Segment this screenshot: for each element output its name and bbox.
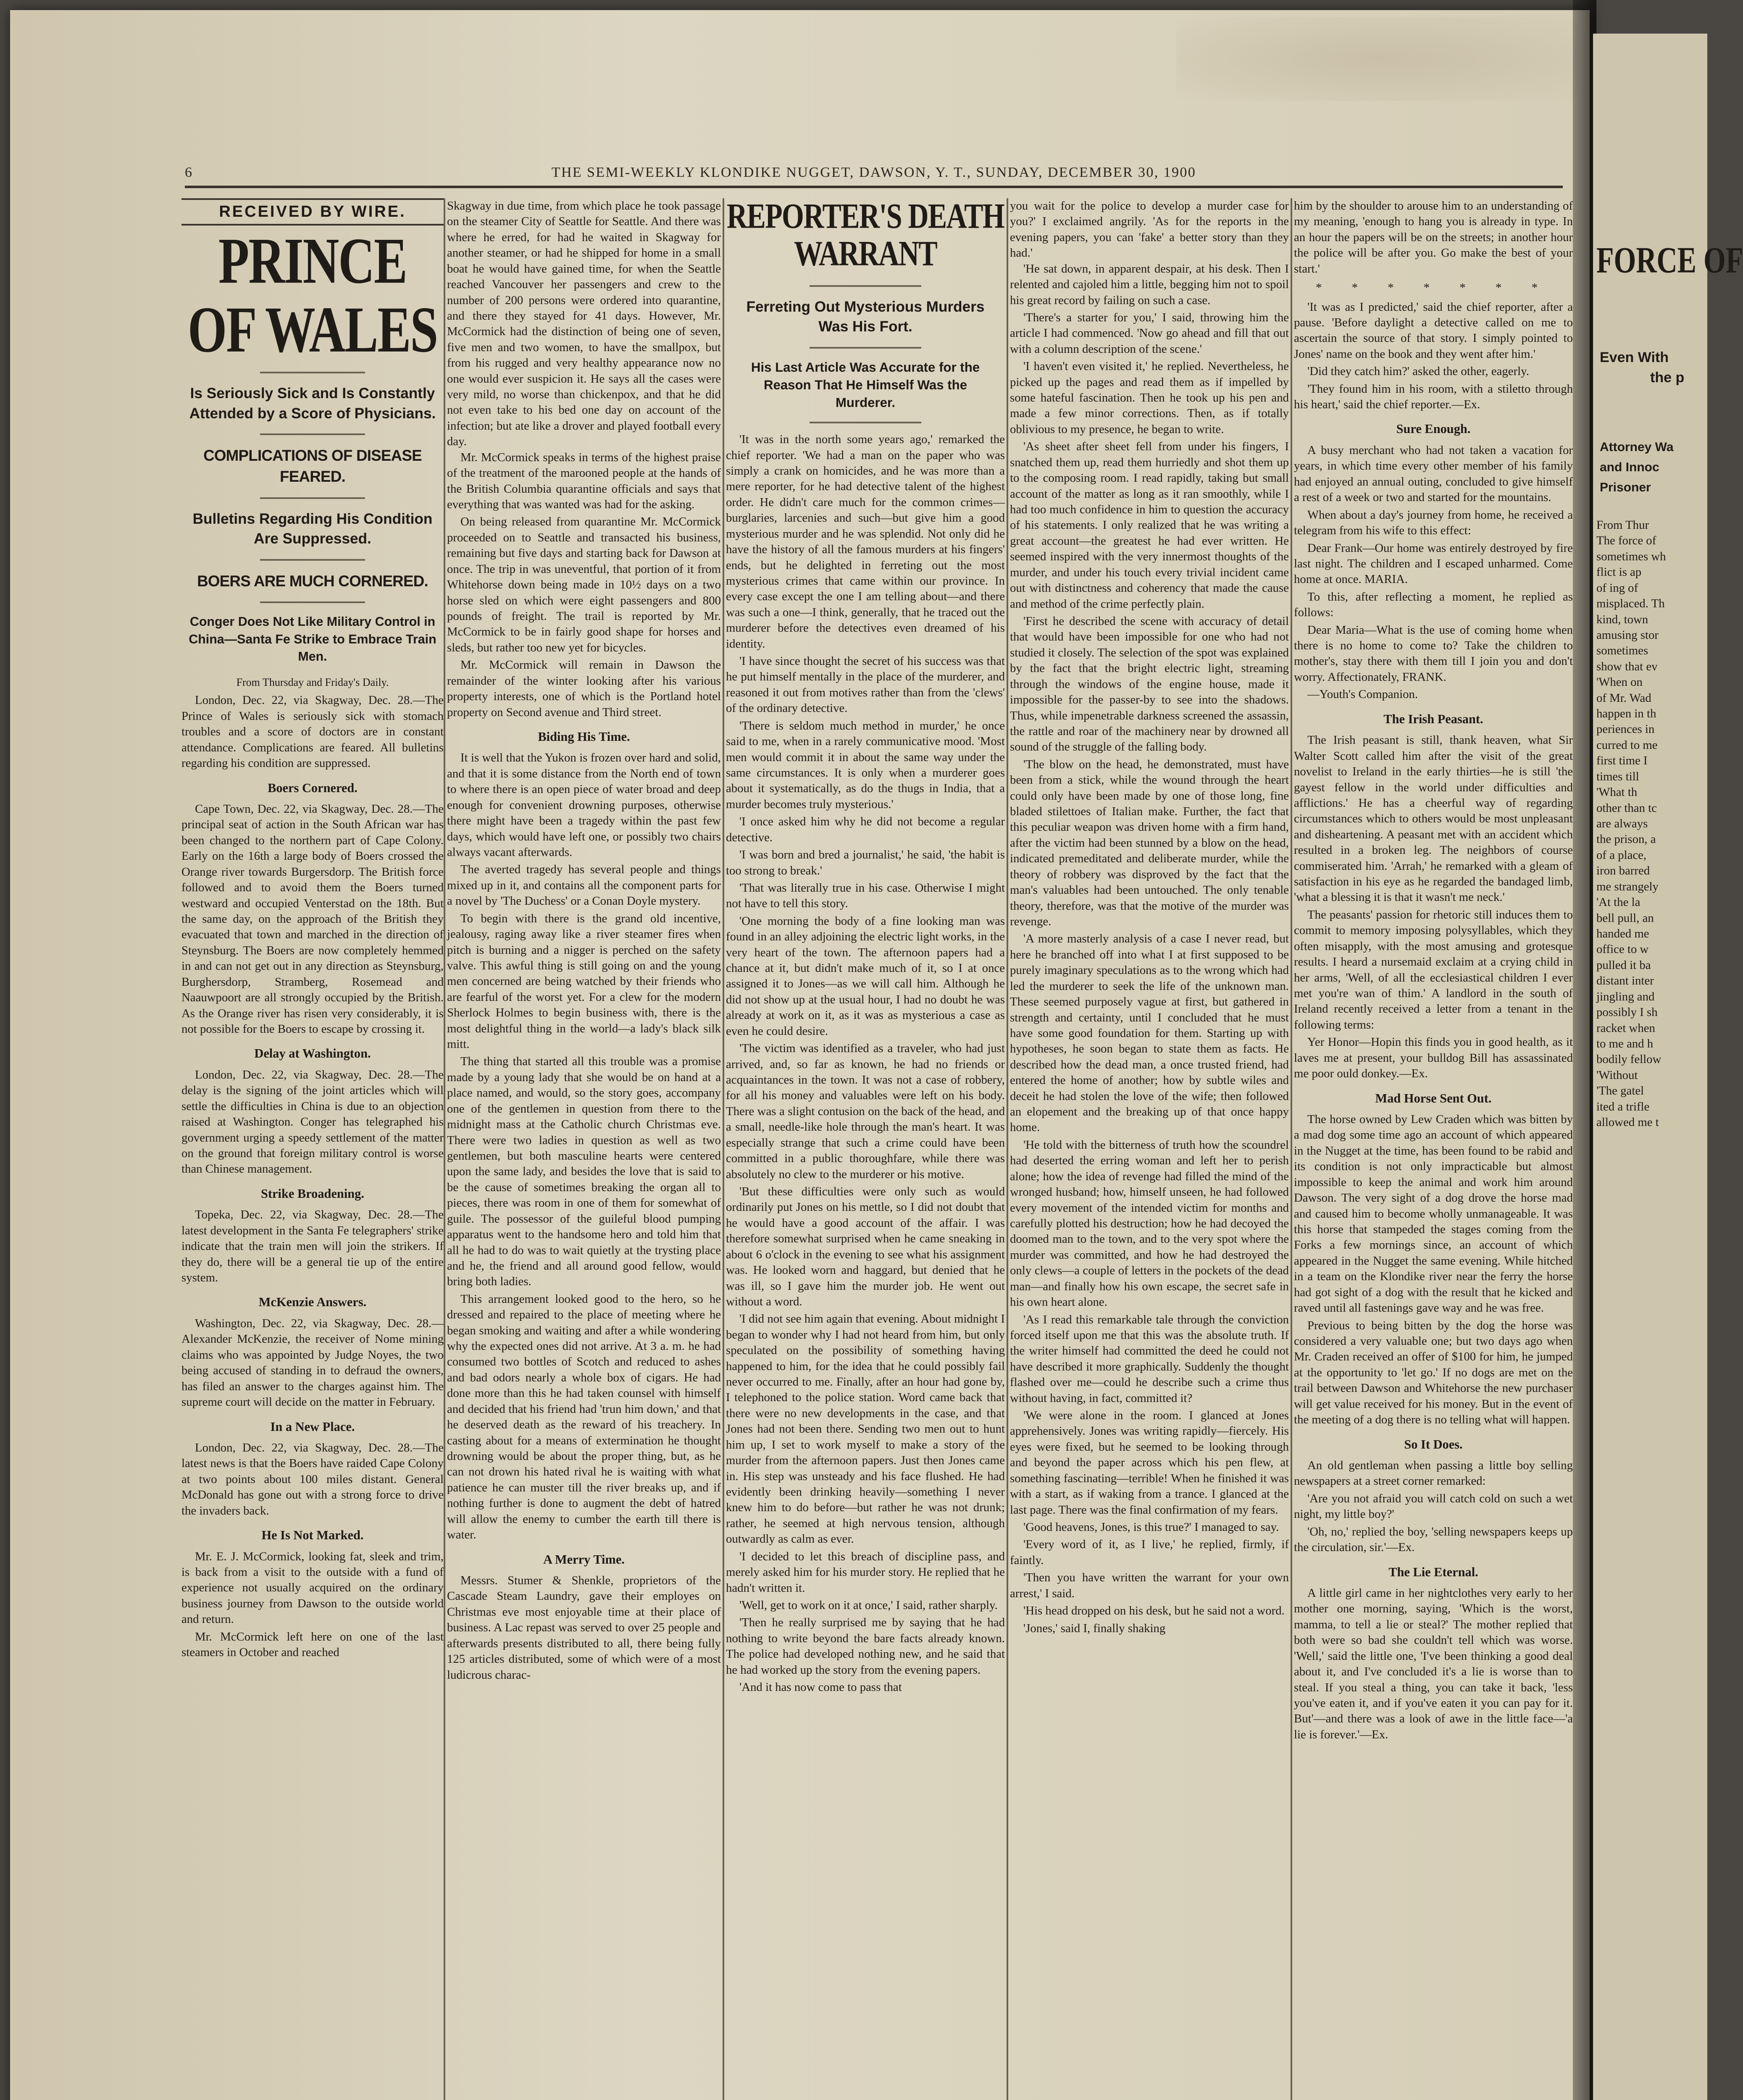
article-paragraph: 'We were alone in the room. I glanced at Jones apprehensively. Jones was writing rapidly—fiercely. His eyes were fixed, but he seemed to be looking through and beyond the paper across which his pen flew, at something fascinating—terrible! When he finished it was with a start, as if waking from a trance. I glanced at the last page. There was the final confirmation of my fears. (1010, 1409, 1289, 1517)
column-1 (181, 198, 444, 2100)
article-paragraph: 'I haven't even visited it,' he replied. Nevertheless, he picked up the pages and read them as if impelled by some hateful fascination. Then he took up his pen and made a few minor corrections. Then, as if totally oblivious to my presence, he began to write. (1010, 360, 1289, 436)
article-paragraph: 'His head dropped on his desk, but he said not a word. (1023, 1604, 1285, 1618)
subhead: Strike Broadening. (261, 1186, 364, 1201)
deck: Bulletins Regarding His Condition Are Suppressed. (192, 510, 433, 547)
article-paragraph: 'As I read this remarkable tale through the conviction forced itself upon me that this was the absolute truth. If the writer himself had committed the deed he could not have described it more graphically. Suddenly the thought flashed over me—could he describe such a crime thus without having, in fact, committed it? (1010, 1312, 1289, 1405)
article-paragraph: Yer Honor—Hopin this finds you in good health, as it laves me at present, your bulldog Bill has assassinated me poor ould donkey.—Ex. (1294, 1035, 1573, 1081)
sliver-deck: Even With (1600, 349, 1669, 365)
section-kicker: RECEIVED BY WIRE. (181, 198, 444, 226)
article-paragraph: him by the shoulder to arouse him to an understanding of my meaning, 'enough to hang you is already in type. In an hour the papers will be on the streets; in another hour the police will be after you. Go make the best of your start.' (1294, 199, 1573, 276)
column-rule (444, 198, 445, 2100)
sliver-line: other than tc (1596, 801, 1657, 815)
sliver-line: iron barred (1596, 864, 1650, 878)
sliver-line: curred to me (1596, 738, 1658, 752)
article-paragraph: 'A more masterly analysis of a case I never read, but here he branched off into what I at first supposed to be purely imaginary speculations as to the wrong which had led the murderer to seek the life of the unknown man. These seemed purposely vague at first, but gathered in strength and certainty, until I concluded that he must have some good foundation for them. Starting up with hypotheses, he soon began to state them as facts. He described how the dead man, a once trusted friend, had entered the home of another; how by subtle wiles and deceit he had stolen the love of the wife; then followed an elopement and the breaking up of that once happy home. (1010, 932, 1289, 1134)
article-paragraph: Dear Maria—What is the use of coming home when there is no home to come to? Take the children to mother's, stay there with them till I join you and don't worry. Affectionately, FRANK. (1294, 623, 1573, 684)
sliver-deck: and Innoc (1600, 460, 1659, 474)
separator (260, 372, 365, 373)
deck: Is Seriously Sick and Is Constantly Attended by a Score of Physicians. (189, 385, 436, 422)
subhead: Sure Enough. (1396, 422, 1471, 436)
sliver-line: the prison, a (1596, 832, 1656, 846)
sliver-line: first time I (1596, 754, 1648, 768)
separator (260, 433, 365, 435)
article-paragraph: Mr. McCormick left here on one of the last steamers in October and reached (181, 1630, 444, 1659)
sliver-line: sometimes wh (1596, 549, 1666, 563)
deck: BOERS ARE MUCH CORNERED. (197, 572, 428, 590)
article-paragraph: you wait for the police to develop a murder case for you?' I exclaimed angrily. 'As for the reports in the evening papers, you can 'fake' a better story than they had.' (1010, 199, 1289, 260)
separator (260, 497, 365, 499)
article-paragraph: 'Then you have written the warrant for your own arrest,' I said. (1010, 1571, 1289, 1600)
sliver-line: to me and h (1596, 1037, 1654, 1050)
masthead-title: THE SEMI-WEEKLY KLONDIKE NUGGET, DAWSON, Y. T., SUNDAY, DECEMBER 30, 1900 (551, 165, 1196, 180)
column-3 (726, 198, 1005, 2100)
article-paragraph: Mr. E. J. McCormick, looking fat, sleek and trim, is back from a visit to the outside with a fund of experience not usually acquired on the ordinary business journey from Dawson to the outside world and return. (181, 1549, 444, 1626)
subhead: Delay at Washington. (254, 1046, 371, 1061)
sliver-headline: FORCE OF (1596, 239, 1743, 281)
article-paragraph: Skagway in due time, from which place he took passage on the steamer City of Seattle for Seattle. And there was where he erred, for had he waited in Skagway for another steamer, or had he shipped for home in a small boat he would have gained time, for when the Seattle reached Vancouver her passengers and crew to the number of 200 persons were ordered into quarantine, and there they stayed for 41 days. However, Mr. McCormick had the distinction of being one of seven, five men and two women, to have the smallpox, but from his rugged and very healthy appearance now no one would ever suspicion it. He says all the cases were very mild, no worse than chickenpox, and that he did not even take to his bed one day on account of the infection; but ate like a drover and played football every day. (447, 199, 721, 449)
article-paragraph: 'There's a starter for you,' I said, throwing him the article I had commenced. 'Now go ahead and fill that out with a column description of the scene.' (1010, 310, 1289, 356)
headline-prince-of-wales: PRINCE OF WALES (187, 224, 438, 366)
separator (810, 285, 921, 287)
sliver-deck: Attorney Wa (1600, 440, 1674, 454)
sliver-body (1596, 517, 1666, 1130)
article-paragraph: 'And it has now come to pass that (739, 1680, 902, 1694)
sliver-line: 'Without (1596, 1068, 1638, 1082)
sliver-line: flict is ap (1596, 565, 1642, 579)
headline-reporters-death-warrant: REPORTER'S DEATH WARRANT (726, 196, 1004, 273)
sliver-deck: the p (1650, 370, 1685, 386)
article-paragraph: Cape Town, Dec. 22, via Skagway, Dec. 28.—The principal seat of action in the South African war has been changed to the northern part of Cape Colony. Early on the 16th a large body of Boers crossed the Orange river towards Burgersdorp. The British force followed and to avoid them the Boers turned westward and occupied Venterstad on the 18th. But the same day, on the approach of the British they evacuated that town and marched in the direction of Steynsburg. The Boers are now completely hemmed in and can not get out in any direction as Steynsburg, Burghersdorp, Stramberg, Rosemead and Naauwpoort are all strongly occupied by the British. As the Orange river has risen very considerably, it is not possible for the Boers to escape by crossing it. (181, 802, 444, 1036)
article-paragraph: 'He told with the bitterness of truth how the scoundrel had deserted the erring woman and left her to perish alone; how the idea of revenge had filled the mind of the wronged husband; how, himself unseen, he had followed every movement of the intended victim for months and carefully plotted his destruction; how he had decoyed the doomed man to the town, and to the very spot where the murder was committed, and how he had destroyed the only clews—a couple of letters in the pockets of the dead man—and finally how his own escape, the secret safe in his own heart alone. (1010, 1138, 1289, 1309)
sliver-line: The force of (1596, 534, 1656, 548)
sliver-line: of Mr. Wad (1596, 691, 1651, 705)
subhead: He Is Not Marked. (261, 1528, 364, 1543)
article-paragraph: 'I did not see him again that evening. About midnight I began to wonder why I had not heard from him, but only speculated on the possibility of something having happened to him, for the idea that he could possibly fail never occurred to me. Finally, after an hour had gone by, I telephoned to the police station. Word came back that there were no new developments in the case, and that Jones had not been there. Sending two men out to hunt him up, I set to work myself to make a story of the murder from the afternoon papers. Just then Jones came in. His step was unsteady and his face flushed. He had evidently been drinking heavily—something I never knew him to do before—but rather he was not drunk; rather, he seemed at high nervous tension, although outwardly as calm as ever. (726, 1312, 1005, 1546)
article-paragraph: Mr. McCormick speaks in terms of the highest praise of the treatment of the marooned people at the hands of the British Columbia quarantine officials and says that everything that was wanted was had for the asking. (447, 450, 721, 512)
article-paragraph: When about a day's journey from home, he received a telegram from his wife to this effect: (1294, 508, 1573, 538)
sliver-line: kind, town (1596, 612, 1648, 626)
article-paragraph: Mr. McCormick will remain in Dawson the remainder of the winter looking after his various property interests, one of which is the Portland hotel property on Second avenue and Third street. (447, 658, 721, 719)
sliver-line: misplaced. Th (1596, 597, 1665, 611)
article-paragraph: It is well that the Yukon is frozen over hard and solid, and that it is some distance from the North end of town to where there is an open piece of water broad and deep enough for convenient drowning purposes, otherwise there might have been a tragedy within the past few days, which would have left one, or possibly two chairs always vacant afterwards. (447, 751, 721, 859)
separator (260, 559, 365, 561)
adjacent-page-sliver (1593, 34, 1743, 2100)
subhead: Mad Horse Sent Out. (1375, 1091, 1492, 1105)
separator (810, 422, 921, 423)
masthead (185, 165, 1563, 188)
sliver-line: are always (1596, 817, 1648, 831)
article-paragraph: 'I was born and bred a journalist,' he said, 'the habit is too strong to break.' (726, 848, 1005, 877)
sliver-line: pulled it ba (1596, 958, 1651, 972)
article-paragraph: The horse owned by Lew Craden which was bitten by a mad dog some time ago an account of which appeared in the Nugget at the time, has been found to be rabid and its condition is not only impracticable but almost impossible to keep the animal and work him around Dawson. The very sight of a dog drove the horse mad and caused him to become wholly unmanageable. It was this horse that stampeded the stages coming from the Forks a few mornings since, an account of which appeared in the Nugget the same evening. While hitched in a team on the Klondike river near the ferry the horse had got sight of a dog with the result that he kicked and raved until all fastenings gave way and he was free. (1294, 1113, 1573, 1315)
article-paragraph: 'One morning the body of a fine looking man was found in an alley adjoining the electric light works, in the very heart of the town. The afternoon papers had a chance at it, but didn't make much of it, so I at once assigned it to Jones—as we will call him. Although he did not show up at the usual hour, I had no doubt he was already at work on it, as it was as mysterious a case as even he could desire. (726, 914, 1005, 1038)
subhead: McKenzie Answers. (258, 1295, 367, 1310)
article-paragraph: A busy merchant who had not taken a vacation for years, in which time every other member of his family had enjoyed an annual outing, concluded to give himself a rest of a week or two and started for the mountains. (1294, 444, 1573, 504)
article-paragraph: The Irish peasant is still, thank heaven, what Sir Walter Scott called him after the visit of the great novelist to Ireland in the early thirties—he is still 'the gayest fellow in the world under difficulties and afflictions.' He has a cheerful way of regarding circumstances which to others would be most unpleasant and disheartening. A peasant met with an accident which resulted in a broken leg. The neighbors of course commiserated him. 'Arrah,' he remarked with a gleam of satisfaction in his eye as he regarded the bandaged limb, 'what a blessing it is that it wasn't me neck.' (1294, 733, 1573, 904)
article-paragraph: London, Dec. 22, via Skagway, Dec. 28.—The Prince of Wales is seriously sick with stomach troubles and a score of doctors are in constant attendance. Complications are feared. All bulletins regarding his condition are suppressed. (181, 693, 444, 770)
article-paragraph: 'As sheet after sheet fell from under his fingers, I snatched them up, read them hurriedly and shot them up to the composing room. I read rapidly, taking but small account of the matter as long as it ran smoothly, while I had too much confidence in him to question the accuracy of his statements. I only realized that he was writing a great account—the greatest he had ever written. He seemed inspired with the very innermost thoughts of the murder, and under his touch every trivial incident came out with distinctness and coherency that made the cause and method of the crime perfectly plain. (1010, 440, 1289, 611)
article-paragraph: Topeka, Dec. 22, via Skagway, Dec. 28.—The latest development in the Santa Fe telegraphers' strike indicate that the train men will join the strikers. If they do, there will be a general tie up of the entire system. (181, 1208, 444, 1285)
sliver-line: possibly I sh (1596, 1005, 1658, 1019)
article-paragraph: Previous to being bitten by the dog the horse was considered a very valuable one; but two days ago when Mr. Craden received an offer of $100 for him, he jumped at the opportunity to 'let go.' If no dogs are met on the trail between Dawson and Whitehorse the new purchaser will get value received for his money. But in the event of the meeting of a dog there is no telling what will happen. (1294, 1318, 1573, 1427)
sliver-line: racket when (1596, 1021, 1655, 1035)
article-paragraph: Messrs. Stumer & Shenkle, proprietors of the Cascade Steam Laundry, gave their employes on Christmas eve most enjoyable time at their place of business. A Lac repast was served to over 25 people and afterwards presents distributed to all, there being fully 125 articles distributed, some of which were of a most ludicrous charac- (447, 1574, 721, 1682)
sliver-line: office to w (1596, 942, 1649, 956)
article-paragraph: 'Did they catch him?' asked the other, eagerly. (1307, 365, 1529, 378)
article-paragraph: The peasants' passion for rhetoric still induces them to commit to memory imposing polysyllables, which they often misapply, with the most amusing and grotesque results. I heard a nursemaid exclaim at a crying child in her arms, 'Well, of all the ecclesiastical children I ever met you're wan of thim.' A landlord in the south of Ireland recently received a letter from a tenant in the following terms: (1294, 908, 1573, 1032)
article-paragraph: 'He sat down, in apparent despair, at his desk. Then I relented and cajoled him a little, begging him not to spoil his great record by failing on such a case. (1010, 262, 1289, 307)
article-paragraph: 'I once asked him why he did not become a regular detective. (726, 815, 1005, 844)
deck: COMPLICATIONS OF DISEASE FEARED. (203, 447, 422, 486)
page-number: 6 (185, 165, 193, 180)
article-paragraph: 'It was in the north some years ago,' remarked the chief reporter. 'We had a man on the paper who was simply a crank on homicides, and he was more than a mere reporter, for he had detective talent of the highest order. He didn't care much for the common crimes—burglaries, larcenies and such—but give him a good mysterious murder and he was splendid. Not only did he have the history of all the famous murders at his fingers' ends, but he delighted in ferreting out the most mysterious crimes that came within our province. In every case except the one I am telling about—and there was such a one—I think, generally, that he traced out the murderer before the detectives even dreamed of his identity. (726, 433, 1005, 651)
column-rule (723, 198, 724, 2100)
article-paragraph: Washington, Dec. 22, via Skagway, Dec. 28.—Alexander McKenzie, the receiver of Nome mining claims who was appointed by Judge Noyes, the two being accused of standing in to defraud the owners, has filed an answer to the charges against him. The supreme court will decide on the matter in February. (181, 1316, 444, 1409)
article-paragraph: 'But these difficulties were only such as would ordinarily put Jones on his mettle, so I did not doubt that he would have a good account of the affair. I was therefore somewhat surprised when he came sneaking in about 6 o'clock in the evening to see what his assignment was. He looked worn and haggard, but denied that he was ill, so I gave him the murder job. He went out without a word. (726, 1184, 1005, 1308)
deck: Ferreting Out Mysterious Murders Was His Fort. (746, 298, 985, 335)
sliver-line: of a place, (1596, 848, 1647, 862)
article-paragraph: 'The blow on the head, he demonstrated, must have been from a stick, while the wound through the heart could only have been made by one of those long, fine bladed stilettoes of Italian make. Further, the fact that this peculiar weapon was driven home with a firm hand, after the victim had been stunned by a blow on the head, indicated premeditated and deliberate murder, while the theory of robbery was disproved by the fact that the man's valuables had been untouched. The only tenable theory, therefore, was that the motive of the murder was revenge. (1010, 757, 1289, 928)
sliver-line: me strangely (1596, 879, 1659, 893)
subhead: The Lie Eternal. (1388, 1564, 1478, 1579)
column-5 (1294, 198, 1573, 2100)
article-paragraph: The thing that started all this trouble was a promise made by a young lady that she would be on hand at a place named, and would, so the story goes, accompany one of the gentlemen in question from there to the midnight mass at the Catholic church Christmas eve. There were two ladies in question as well as two gentlemen, but both masculine hearts were centered upon the same lady, and besides the love that is said to be the cause of sometimes breaking the organ all to pieces, there was room in one of them for somewhat of guile. The possessor of the guileful blood pumping apparatus went to the handsome hero and told him that all he had to do was to wait quietly at the trysting place and he, the friend and all around good fellow, would bring both ladies. (447, 1055, 721, 1289)
sliver-line: of ing of (1596, 581, 1638, 595)
sliver-line: times till (1596, 769, 1639, 783)
sliver-line: happen in th (1596, 707, 1656, 721)
column-rule (1007, 198, 1008, 2100)
sliver-line: bodily fellow (1596, 1053, 1662, 1066)
article-paragraph: 'There is seldom much method in murder,' he once said to me, when in a rarely communicative mood. 'Most men would commit it in about the same way under the same circumstances. It is only when a murderer goes about it systematically, as do the thugs in India, that a murder becomes truly mysterious.' (726, 719, 1005, 811)
sliver-line: handed me (1596, 927, 1649, 940)
column-4 (1010, 198, 1289, 2100)
dateline: From Thursday and Friday's Daily. (236, 676, 389, 688)
article-paragraph: To this, after reflecting a moment, he replied as follows: (1294, 590, 1573, 620)
article-paragraph: 'First he described the scene with accuracy of detail that would have been impossible for one who had not studied it closely. The selection of the spot was explained by the fact that the bright electric light, streaming through the windows of the engine house, made it impossible for the passer-by to see into the shadows. Thus, while impenetrable darkness screened the assassin, the rattle and roar of the machinery near by drowned all sound of the struggle of the falling body. (1010, 614, 1289, 754)
article-paragraph: This arrangement looked good to the hero, so he dressed and repaired to the place of meeting where he began smoking and waiting and after a while wondering why the expected ones did not arrive. At 3 a. m. he had consumed two bottles of Scotch and reduced to ashes and bad odors nearly a whole box of cigars. He had done more than this he had taken counsel with himself and decided that his friend had 'trun him down,' and that he deserved death as the reward of his treachery. In casting about for a means of extermination he thought drowning would be about the proper thing, but, as he can not drown his hated rival he is waiting with what patience he can muster till the river breaks up, and if nothing further is done to augment the debt of hatred will allow the enemy to cumber the earth till there is water. (447, 1292, 721, 1542)
sliver-line: sometimes (1596, 644, 1648, 658)
article-paragraph: An old gentleman when passing a little boy selling newspapers at a street corner remarked: (1294, 1459, 1573, 1488)
paper-stain (1176, 17, 1580, 101)
article-paragraph: 'Every word of it, as I live,' he replied, firmly, if faintly. (1010, 1538, 1289, 1567)
deck: His Last Article Was Accurate for the Reason That He Himself Was the Murderer. (751, 360, 980, 410)
separator (810, 347, 921, 349)
deck: Conger Does Not Like Military Control in China—Santa Fe Strike to Embrace Train Men. (189, 614, 436, 664)
article-paragraph: 'That was literally true in his case. Otherwise I might not have to tell this story. (726, 881, 1005, 911)
sliver-line: jingling and (1596, 990, 1655, 1003)
article-paragraph: 'Oh, no,' replied the boy, 'selling newspapers keeps up the circulation, sir.'—Ex. (1294, 1525, 1573, 1554)
subhead: A Merry Time. (543, 1552, 625, 1567)
column-rule (1291, 198, 1292, 2100)
article-paragraph: Dear Frank—Our home was entirely destroyed by fire last night. The children and I escaped unharmed. Come home at once. MARIA. (1294, 541, 1573, 586)
article-paragraph: London, Dec. 22, via Skagway, Dec. 28.—The delay is the signing of the joint articles which will settle the difficulties in China is due to an objection raised at Washington. Conger has telegraphed his government urging a speedy settlement of the matter on the ground that foreign military control is worse than Chinese management. (181, 1068, 444, 1176)
ornament: * * * * * * * (1316, 281, 1551, 295)
article-paragraph: 'I have since thought the secret of his success was that he put himself mentally in the place of the murderer, and reasoned it out from motives rather than from the 'clews' of the ordinary detective. (726, 654, 1005, 715)
sliver-line: distant inter (1596, 974, 1654, 988)
sliver-line: 'What th (1596, 785, 1638, 799)
article-paragraph: 'The victim was identified as a traveler, who had just arrived, and, so far as known, he had no friends or acquaintances in the town. It was not a case of robbery, for all his money and valuables were left on his body. There was a slight contusion on the back of the head, and a small, needle-like hole through the man's heart. It was especially strange that such a crime could have been committed in a public thoroughfare, while there was absolutely no clew to the murderer or his motive. (726, 1042, 1005, 1181)
article-paragraph: On being released from quarantine Mr. McCormick proceeded on to Seattle and transacted his business, remaining but five days and starting back for Dawson at once. The trip in was uneventful, that portion of it from Whitehorse down being made in 10½ days on a two horse sled on which were eight passengers and 800 pounds of freight. The trail is reported by Mr. McCormick to be in fairly good shape for horses and sleds, but rather too new yet for bicycles. (447, 515, 721, 654)
article-paragraph: 'I decided to let this breach of discipline pass, and merely asked him for his murder story. He replied that he hadn't written it. (726, 1549, 1005, 1595)
sliver-deck: Prisoner (1600, 480, 1651, 494)
sliver-line: show that ev (1596, 659, 1658, 673)
article-paragraph: The averted tragedy has several people and things mixed up in it, and contains all the component parts for a novel by 'The Duchess' or a Conan Doyle mystery. (447, 863, 721, 908)
separator (260, 601, 365, 603)
sliver-line: allowed me t (1596, 1116, 1659, 1129)
sliver-line: bell pull, an (1596, 911, 1654, 925)
sliver-line: 'At the la (1596, 895, 1640, 909)
article-paragraph: 'Then he really surprised me by saying that he had nothing to write beyond the bare facts already known. The police had developed nothing new, and he said that he had worked up the story from the evening papers. (726, 1616, 1005, 1677)
article-paragraph: 'Good heavens, Jones, is this true?' I managed to say. (1023, 1520, 1279, 1534)
article-paragraph: 'Jones,' said I, finally shaking (1023, 1621, 1166, 1635)
sliver-line: 'The gatel (1596, 1084, 1644, 1098)
article-paragraph: 'It was as I predicted,' said the chief reporter, after a pause. 'Before daylight a detective called on me to ascertain the source of that story. I simply pointed to Jones' name on the book and they went after him.' (1294, 300, 1573, 361)
sliver-line: From Thur (1596, 518, 1649, 532)
article-paragraph: 'They found him in his room, with a stiletto through his heart,' said the chief reporter.—Ex. (1294, 382, 1573, 412)
article-paragraph: London, Dec. 22, via Skagway, Dec. 28.—The latest news is that the Boers have raided Cape Colony at two points about 100 miles distant. General McDonald has gone out with a strong force to drive the invaders back. (181, 1441, 444, 1517)
article-paragraph: A little girl came in her nightclothes very early to her mother one morning, saying, 'Which is the worst, mamma, to tell a lie or steal?' The mother replied that both were so bad she couldn't tell which was worse. 'Well,' said the little one, 'I've been thinking a good deal about it, and I've concluded it's a lie is worse than to steal. If you steal a thing, you can take it back, 'less you've eaten it, and if you've eaten it you can pay for it. But'—and there was a look of awe in the little face—'a lie is forever.'—Ex. (1294, 1586, 1573, 1741)
sliver-line: ited a trifle (1596, 1100, 1650, 1113)
sliver-line: periences in (1596, 722, 1655, 736)
sliver-line: amusing stor (1596, 628, 1659, 642)
subhead: In a New Place. (270, 1419, 355, 1434)
article-paragraph: 'Are you not afraid you will catch cold on such a wet night, my little boy?' (1294, 1491, 1573, 1521)
subhead: Biding His Time. (538, 729, 630, 744)
article-paragraph: —Youth's Companion. (1307, 688, 1418, 701)
subhead: Boers Cornered. (268, 780, 358, 795)
column-2 (447, 198, 721, 2100)
subhead: The Irish Peasant. (1383, 711, 1483, 726)
sliver-line: 'When on (1596, 675, 1643, 689)
article-paragraph: To begin with there is the grand old incentive, jealousy, raging away like a river steamer fires when pitch is burning and a nigger is perched on the safety valve. This awful thing is still going on and the young men concerned are being watched by their friends who are fearful of the worst yet. For a clew for the modern Sherlock Holmes to begin business with, there is the most delightful thing in the world—a lady's black silk mitt. (447, 911, 721, 1051)
article-paragraph: 'Well, get to work on it at once,' I said, rather sharply. (739, 1598, 998, 1612)
subhead: So It Does. (1404, 1437, 1463, 1452)
